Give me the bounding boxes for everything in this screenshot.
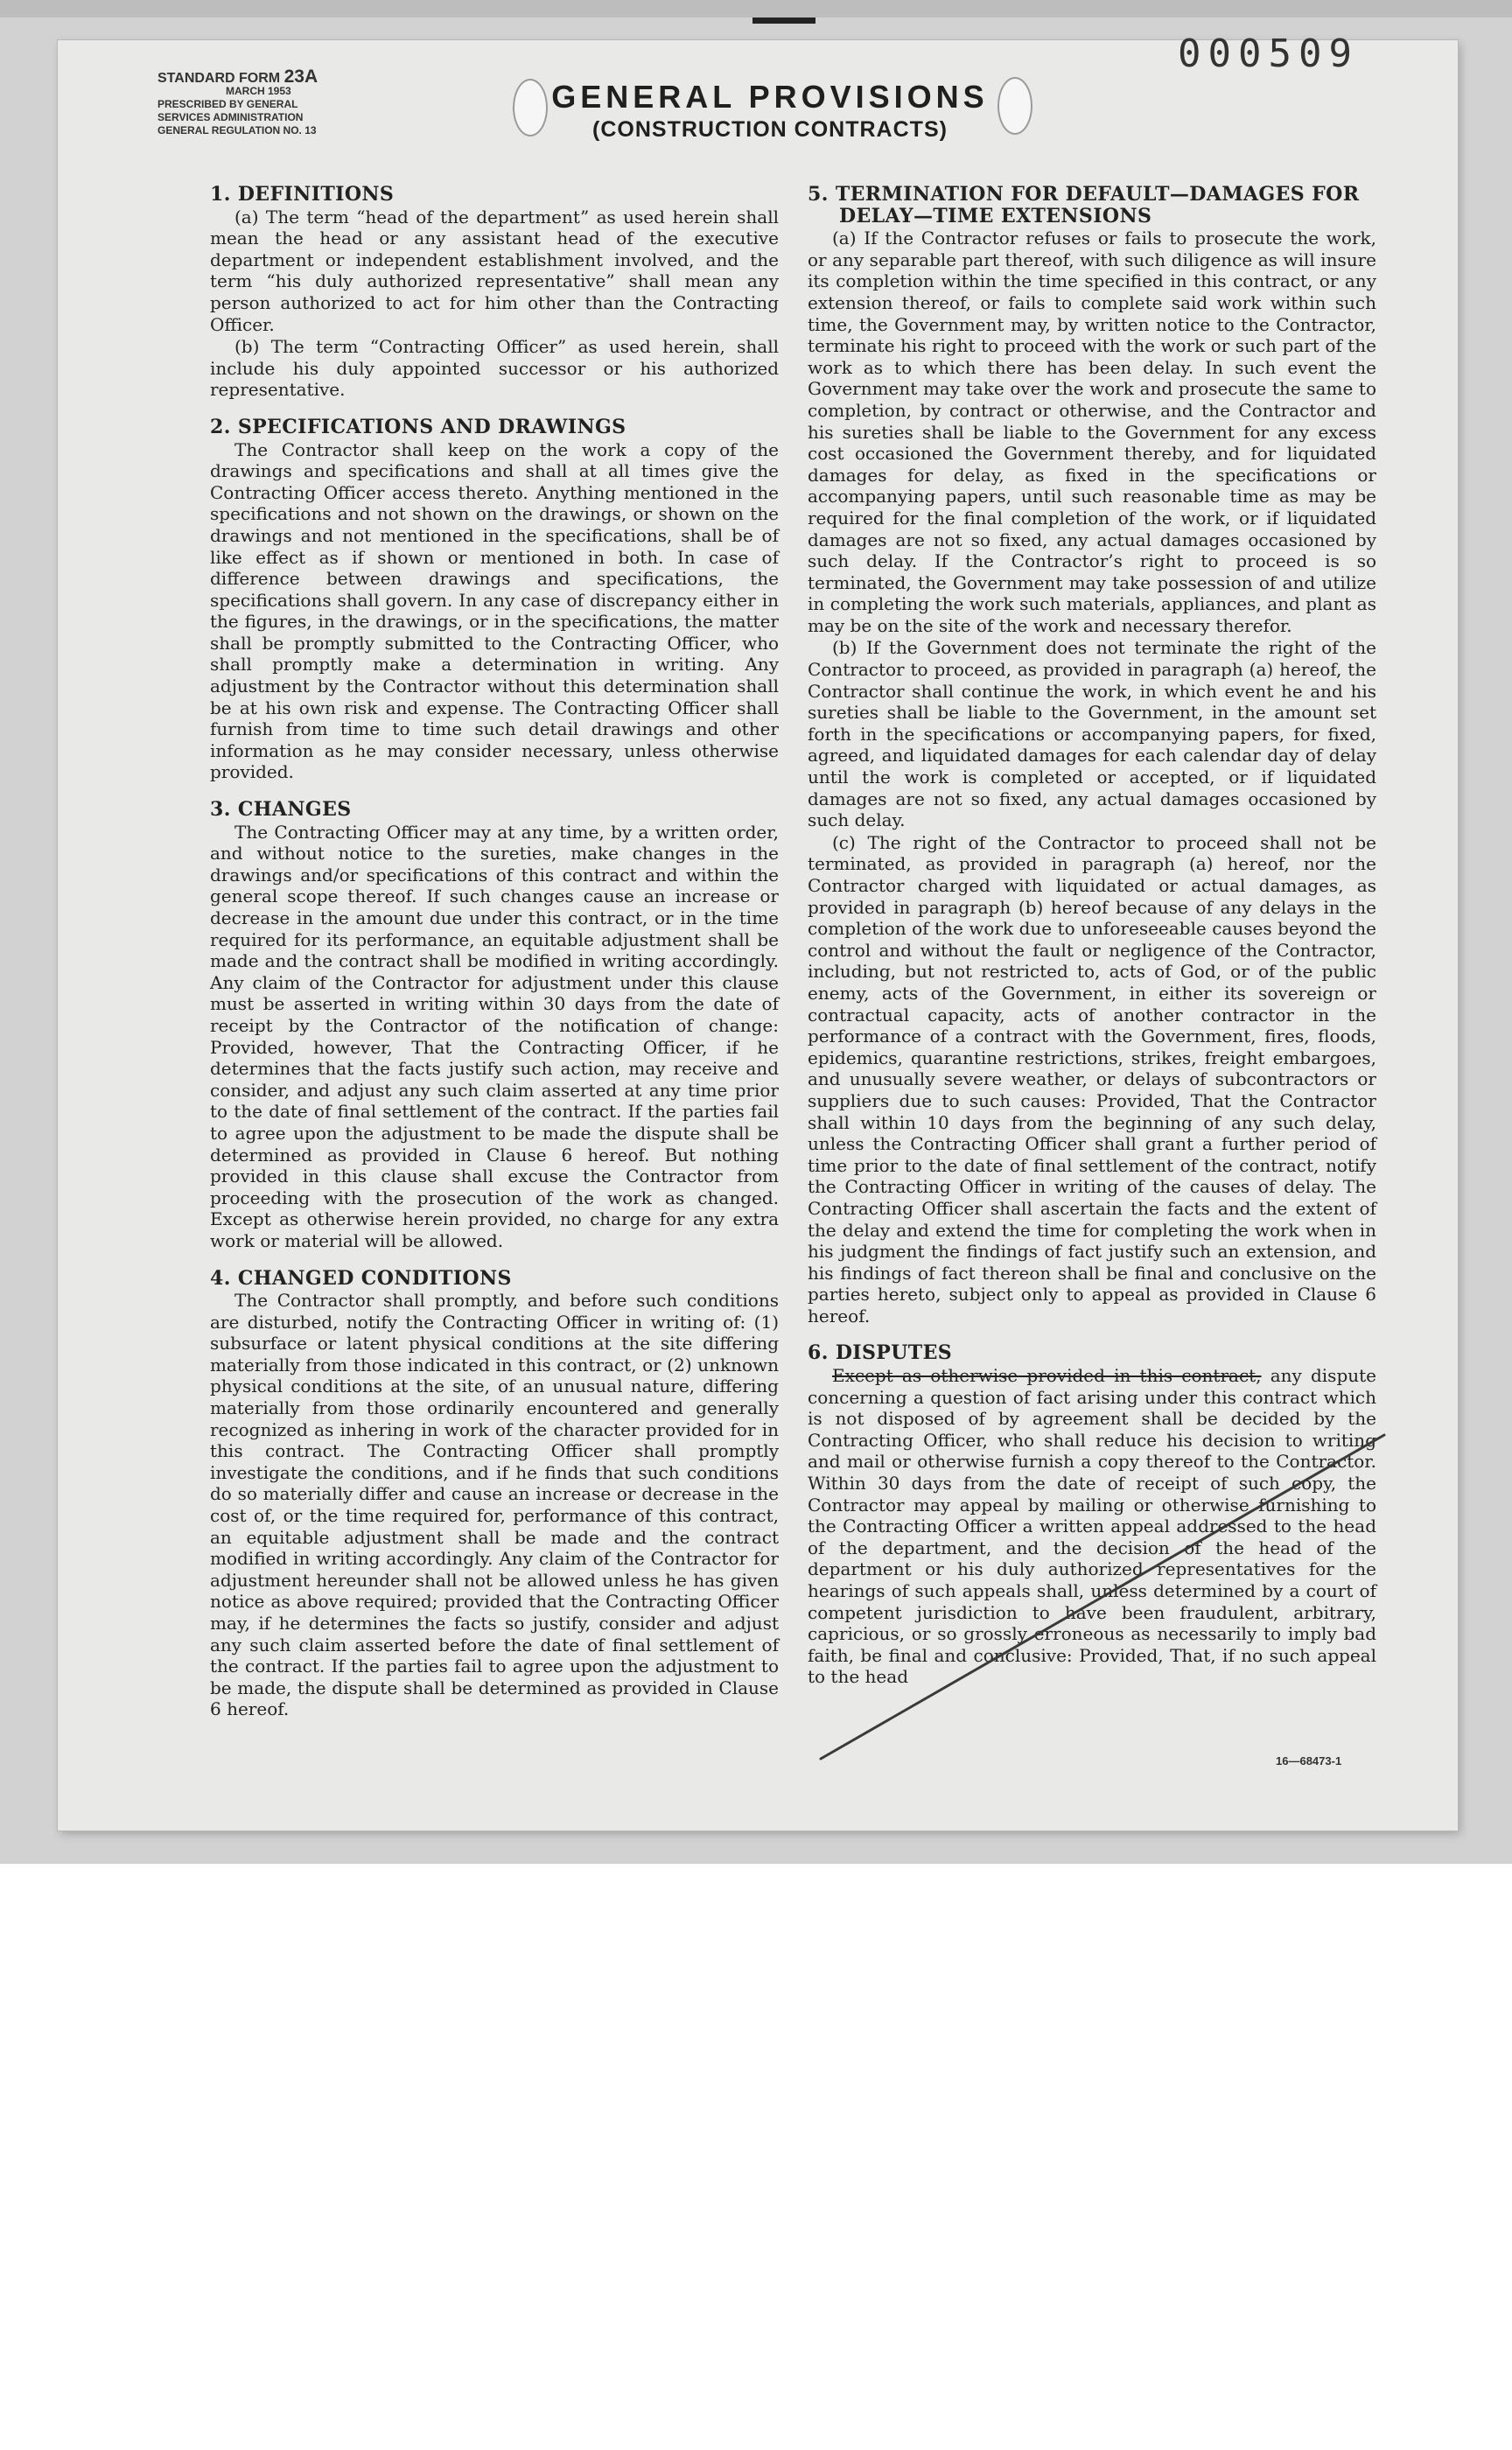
section-changes — [210, 799, 779, 1251]
form-line-3: GENERAL REGULATION NO. 13 — [158, 124, 317, 136]
section-specifications-and-drawings — [210, 416, 779, 783]
standard-form-prefix: STANDARD FORM — [158, 71, 281, 86]
form-line-2: SERVICES ADMINISTRATION — [158, 111, 304, 123]
section-paragraph: (a) If the Contractor refuses or fails to prosecute the work, or any separable part thereof, with such diligence as will insure its completion within the time specified in this contract, or any extension thereof, or fails to complete said work within such time, the Government may, by written notice to the Contractor, terminate his right to proceed with the work or such part of the work as to which there has been delay. In such event the Government may take over the work and prosecute the same to completion, by contract or otherwise, and the Contractor and his sureties shall be liable to the Government for any excess cost occasioned the Government thereby, and for liquidated damages for delay, as fixed in the specifications or accompanying papers, until such reasonable time as may be required for the final completion of the work, or if liquidated damages are not so fixed, any actual damages occasioned by such delay. If the Contractor’s right to proceed is so terminated, the Government may take possession of and utilize in completing the work such materials, appliances, and plant as may be on the site of the work and necessary therefor. — [808, 228, 1376, 636]
section-paragraph — [808, 1365, 1376, 1688]
right-column — [808, 184, 1376, 1704]
section-paragraph: (b) The term “Contracting Officer” as used herein, shall include his duly appointed successor or his authorized representative. — [210, 336, 779, 401]
section-paragraph: The Contractor shall keep on the work a copy of the drawings and specifications and shall at all times give the Contracting Officer access thereto. Anything mentioned in the specifications and not shown on the drawings, or shown on the drawings and not mentioned in the specifications, shall be of like effect as if shown or mentioned in both. In case of difference between drawings and specifications, the specifications shall govern. In any case of discrepancy either in the figures, in the drawings, or in the specifications, the matter shall be promptly submitted to the Contracting Officer, who shall promptly make a determination in writing. Any adjustment by the Contractor without this determination shall be at his own risk and expense. The Contracting Officer shall furnish from time to time such detail drawings and other information as he may consider necessary, unless otherwise provided. — [210, 438, 779, 783]
standard-form-number: 23A — [284, 66, 318, 87]
document-title: GENERAL PROVISIONS — [551, 79, 989, 115]
section-paragraph: (b) If the Government does not terminate the right of the Contractor to proceed, as provided in paragraph (a) hereof, the Contractor shall continue the work, in which event he and his sureties shall be liable to the Government, in the amount set forth in the specifications or accompanying papers, for fixed, agreed, and liquidated damages for each calendar day of delay until the work is completed or accepted, or if liquidated damages are not so fixed, any actual damages occasioned by such delay. — [808, 637, 1376, 831]
section-heading: 3. CHANGES — [210, 798, 352, 822]
page-number: 000509 — [1178, 32, 1359, 76]
standard-form-line — [158, 66, 455, 87]
binding-mark — [752, 18, 816, 24]
form-date: MARCH 1953 — [226, 85, 291, 97]
section-heading: 4. CHANGED CONDITIONS — [210, 1266, 512, 1290]
left-column — [210, 184, 779, 1736]
section-disputes — [808, 1342, 1376, 1688]
struck-through-text: Except as otherwise provided in this contract, — [832, 1365, 1262, 1387]
document-subtitle: (CONSTRUCTION CONTRACTS) — [592, 117, 948, 142]
paragraph-text: any dispute concerning a question of fact arising under this contract which is not disposed of by agreement shall be decided by the Contracting Officer, who shall reduce his decision to writing and mail or otherwise furnish a copy thereof to the Contractor. Within 30 days from the date of receipt of such copy, the Contractor may appeal by mailing or otherwise furnishing to the Contracting Officer a written appeal addressed to the head of the department, and the decision of the head of the department or his duly authorized representatives for the hearings of such appeals shall, unless determined by a court of competent jurisdiction to have been fraudulent, arbitrary, capricious, or so grossly erroneous as necessarily to imply bad faith, be final and conclusive: Provided, That, if no such appeal to the head — [808, 1365, 1377, 1688]
section-heading: 2. SPECIFICATIONS AND DRAWINGS — [210, 415, 626, 438]
scanner-top-edge — [0, 0, 1512, 18]
section-heading: 5. TERMINATION FOR DEFAULT—DAMAGES FOR DELAY—TIME EXTENSIONS — [808, 183, 1360, 228]
section-definitions — [210, 184, 779, 401]
section-termination-for-default — [808, 184, 1376, 1326]
form-identifier — [158, 66, 455, 137]
section-paragraph: (c) The right of the Contractor to proceed shall not be terminated, as provided in paragraph (a) hereof, nor the Contractor charged with liquidated or actual damages, as provided in paragraph (b) hereof because of any delays in the completion of the work due to unforeseeable causes beyond the control and without the fault or negligence of the Contractor, including, but not restricted to, acts of God, or of the public enemy, acts of the Government, in either its sovereign or contractual capacity, acts of another contractor in the performance of a contract with the Government, fires, floods, epidemics, quarantine restrictions, strikes, freight embargoes, and unusually severe weather, or delays of subcontractors or suppliers due to such causes: Provided, That the Contractor shall within 10 days from the beginning of any such delay, unless the Contracting Officer shall grant a further period of time prior to the date of final settlement of the contract, notify the Contracting Officer in writing of the causes of delay. The Contracting Officer shall ascertain the facts and the extent of the delay and extend the time for completing the work when in his judgment the findings of fact justify such an extension, and his findings of fact thereon shall be final and conclusive on the parties hereto, subject only to appeal as provided in Clause 6 hereof. — [808, 831, 1376, 1326]
section-paragraph: The Contracting Officer may at any time, by a written order, and without notice to the sureties, make changes in the drawings and/or specifications of this contract and within the general scope thereof. If such changes cause an increase or decrease in the amount due under this contract, or in the time required for its performance, an equitable adjustment shall be made and the contract shall be modified in writing accordingly. Any claim of the Contractor for adjustment under this clause must be asserted in writing within 30 days from the date of receipt by the Contractor of the notification of change: Provided, however, That the Contracting Officer, if he determines that the facts justify such action, may receive and consider, and adjust any such claim asserted at any time prior to the date of final settlement of the contract. If the parties fail to agree upon the adjustment to be made the dispute shall be determined as provided in Clause 6 hereof. But nothing provided in this clause shall excuse the Contractor from proceeding with the prosecution of the work as changed. Except as otherwise herein provided, no charge for any extra work or material will be allowed. — [210, 821, 779, 1251]
section-paragraph: The Contractor shall promptly, and before such conditions are disturbed, notify the Contracting Officer in writing of: (1) subsurface or latent physical conditions at the site differing materially from those indicated in this contract, or (2) unknown physical conditions at the site, of an unusual nature, differing materially from those ordinarily encountered and generally recognized as inhering in work of the character provided for in this contract. The Contracting Officer shall promptly investigate the conditions, and if he finds that such conditions do so materially differ and cause an increase or decrease in the cost of, or the time required for, performance of this contract, an equitable adjustment shall be made and the contract modified in writing accordingly. Any claim of the Contractor for adjustment hereunder shall not be allowed unless he has given notice as above required; provided that the Contracting Officer may, if he determines the facts so justify, consider and adjust any such claim asserted before the date of final settlement of the contract. If the parties fail to agree upon the adjustment to be made, the dispute shall be determined as provided in Clause 6 hereof. — [210, 1290, 779, 1720]
section-heading: 6. DISPUTES — [808, 1341, 953, 1365]
section-changed-conditions — [210, 1268, 779, 1720]
section-heading: 1. DEFINITIONS — [210, 183, 395, 206]
section-paragraph: (a) The term “head of the department” as used herein shall mean the head or any assistant head of the executive department or independent establishment involved, and the term “his duly authorized representative” shall mean any person authorized to act for him other than the Contracting Officer. — [210, 206, 779, 335]
footer-code: 16—68473-1 — [1276, 1754, 1342, 1768]
form-line-1: PRESCRIBED BY GENERAL — [158, 98, 298, 110]
